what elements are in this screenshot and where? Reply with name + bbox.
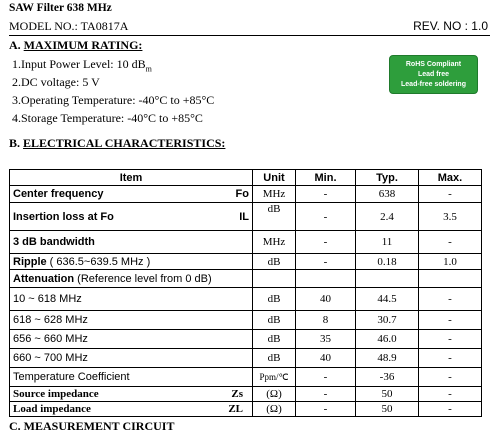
row-max: 3.5	[419, 203, 482, 231]
row-max: -	[419, 311, 482, 330]
row-typ: 50	[356, 402, 419, 417]
table-row	[10, 186, 482, 203]
rating-item-storage-temp: 4.Storage Temperature: -40°C to +85°C	[12, 111, 203, 125]
row-unit: dB	[253, 288, 296, 311]
row-min: 8	[296, 311, 356, 330]
row-item: 618 ~ 628 MHz	[10, 311, 253, 330]
item-label: Load impedance	[13, 403, 91, 415]
item-label: Center frequency	[13, 188, 104, 200]
section-c-heading-cut: C. MEASUREMENT CIRCUIT	[9, 419, 175, 433]
column-header-item: Item	[10, 170, 253, 186]
row-min: -	[296, 368, 356, 387]
item-symbol: ZL	[228, 403, 243, 415]
rating-item-text: 1.Input Power Level: 10 dB	[12, 57, 146, 71]
row-min: -	[296, 231, 356, 254]
column-header-min: Min.	[296, 170, 356, 186]
column-header-unit: Unit	[253, 170, 296, 186]
table-row	[10, 311, 482, 330]
row-min: 35	[296, 330, 356, 349]
row-max: 1.0	[419, 254, 482, 270]
column-header-typ: Typ.	[356, 170, 419, 186]
row-max: -	[419, 231, 482, 254]
row-item: Temperature Coefficient	[10, 368, 253, 387]
row-item	[10, 402, 253, 417]
table-header-row	[10, 170, 482, 186]
item-label: Attenuation	[13, 272, 75, 285]
table-row	[10, 231, 482, 254]
row-unit: dB	[253, 330, 296, 349]
row-max: -	[419, 330, 482, 349]
table-row	[10, 330, 482, 349]
row-max: -	[419, 402, 482, 417]
section-b-prefix: B.	[9, 136, 24, 150]
section-b-heading	[9, 136, 225, 151]
row-item: 656 ~ 660 MHz	[10, 330, 253, 349]
row-unit: Ppm/℃	[253, 368, 296, 387]
row-min	[296, 270, 356, 288]
row-min: 40	[296, 349, 356, 368]
row-unit: (Ω)	[253, 387, 296, 402]
row-typ: 50	[356, 387, 419, 402]
table-row	[10, 288, 482, 311]
table-row	[10, 402, 482, 417]
rating-item-operating-temp: 3.Operating Temperature: -40°C to +85°C	[12, 93, 215, 107]
row-min: 40	[296, 288, 356, 311]
row-typ: 2.4	[356, 203, 419, 231]
item-label: Source impedance	[13, 388, 99, 400]
badge-line-lead-free: Lead free	[417, 71, 450, 78]
rohs-badge	[389, 55, 478, 94]
row-typ: 0.18	[356, 254, 419, 270]
row-unit: (Ω)	[253, 402, 296, 417]
row-unit: MHz	[253, 231, 296, 254]
row-typ: 48.9	[356, 349, 419, 368]
table-row	[10, 270, 482, 288]
rating-item-input-power	[12, 57, 152, 73]
column-header-max: Max.	[419, 170, 482, 186]
row-unit	[253, 270, 296, 288]
row-item: 10 ~ 618 MHz	[10, 288, 253, 311]
item-note: ( 636.5~639.5 MHz )	[46, 255, 151, 268]
row-max: -	[419, 368, 482, 387]
row-max: -	[419, 186, 482, 203]
badge-line-soldering: Lead-free soldering	[401, 81, 466, 88]
electrical-characteristics-table	[9, 169, 482, 417]
item-symbol: Fo	[235, 188, 249, 200]
row-typ: 11	[356, 231, 419, 254]
item-label: Insertion loss at Fo	[13, 210, 114, 223]
row-item: 3 dB bandwidth	[10, 231, 253, 254]
row-min: -	[296, 402, 356, 417]
row-unit: dB	[253, 254, 296, 270]
item-label: Ripple	[13, 255, 47, 268]
row-max: -	[419, 387, 482, 402]
model-number: MODEL NO.: TA0817A	[9, 19, 129, 33]
row-min: -	[296, 387, 356, 402]
table-row	[10, 349, 482, 368]
row-item: 660 ~ 700 MHz	[10, 349, 253, 368]
row-typ: -36	[356, 368, 419, 387]
row-item	[10, 387, 253, 402]
badge-line-rohs: RoHS Compliant	[405, 61, 462, 68]
row-unit: dB	[253, 311, 296, 330]
row-typ	[356, 270, 419, 288]
row-item	[10, 254, 253, 270]
row-unit: MHz	[253, 186, 296, 203]
section-b-title: ELECTRICAL CHARACTERISTICS:	[23, 136, 226, 150]
section-a-title: MAXIMUM RATING:	[23, 38, 143, 52]
row-typ: 638	[356, 186, 419, 203]
row-max: -	[419, 288, 482, 311]
row-min: -	[296, 254, 356, 270]
document-title: SAW Filter 638 MHz	[9, 2, 112, 14]
section-a-prefix: A.	[9, 38, 24, 52]
row-typ: 46.0	[356, 330, 419, 349]
section-a-heading	[9, 38, 142, 53]
item-symbol: IL	[239, 210, 249, 223]
row-unit: dB	[253, 349, 296, 368]
item-note: (Reference level from 0 dB)	[74, 272, 212, 285]
table-row	[10, 254, 482, 270]
row-typ: 44.5	[356, 288, 419, 311]
row-item	[10, 186, 253, 203]
row-item	[10, 203, 253, 231]
table-row	[10, 387, 482, 402]
header-divider	[9, 35, 490, 36]
row-item	[10, 270, 253, 288]
row-unit: dB	[253, 203, 296, 231]
item-symbol: Zs	[231, 388, 243, 400]
row-min: -	[296, 203, 356, 231]
row-max	[419, 270, 482, 288]
row-max: -	[419, 349, 482, 368]
table-row	[10, 368, 482, 387]
revision-number: REV. NO : 1.0	[413, 19, 488, 33]
row-min: -	[296, 186, 356, 203]
rating-item-subscript: m	[145, 64, 152, 74]
rating-item-dc-voltage: 2.DC voltage: 5 V	[12, 75, 100, 89]
row-typ: 30.7	[356, 311, 419, 330]
table-row	[10, 203, 482, 231]
